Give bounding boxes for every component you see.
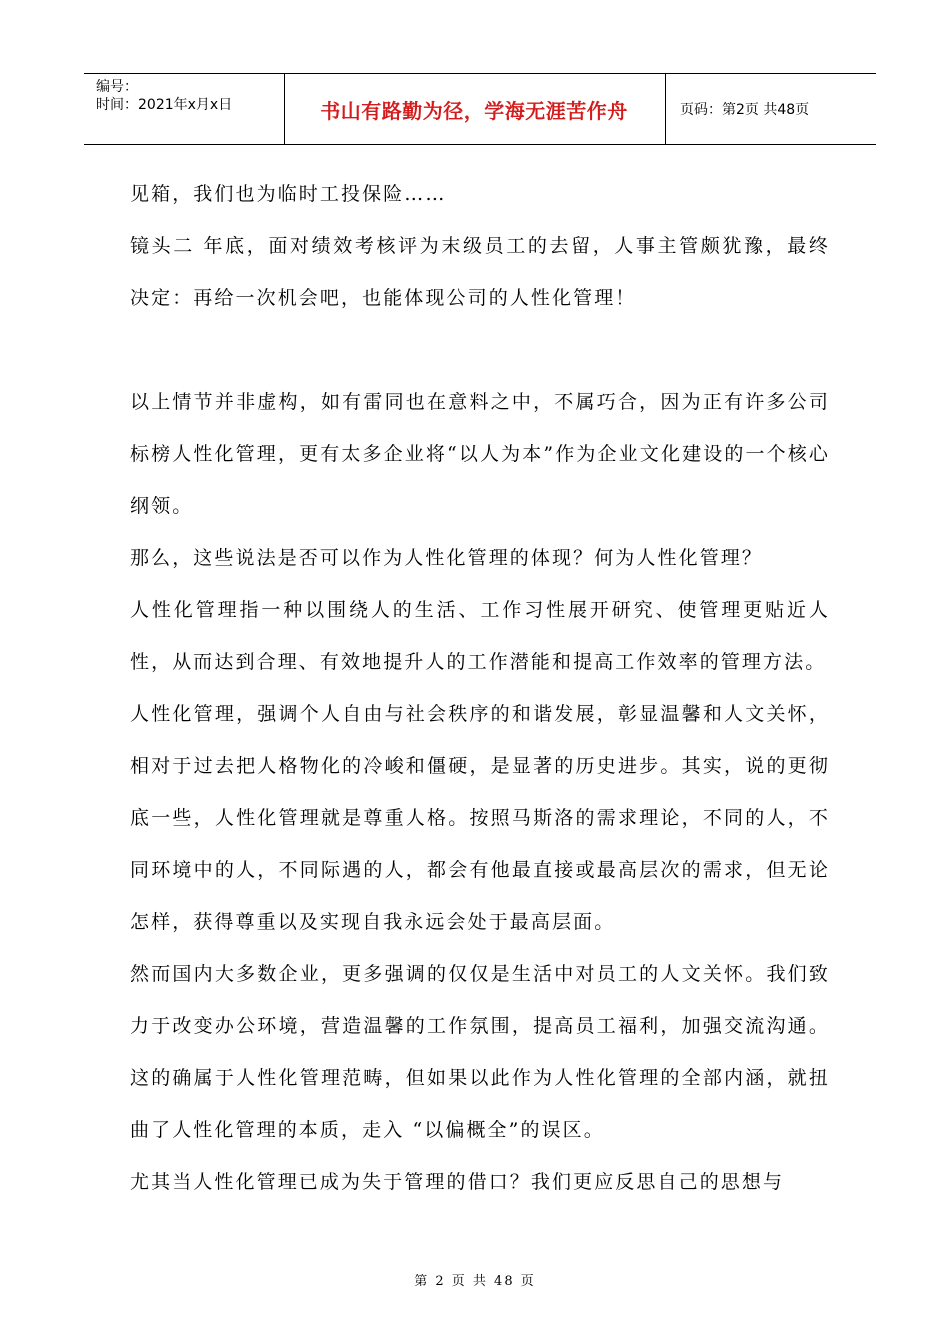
time-label: 时间：2021年x月x日 [96, 97, 233, 113]
paragraph: 人性化管理指一种以围绕人的生活、工作习性展开研究、使管理更贴近人性，从而达到合理、有效地提升人的工作潜能和提高工作效率的管理方法。 [130, 599, 830, 673]
number-label: 编号： [96, 79, 138, 95]
page-footer: 第 2 页 共 48 页 [414, 1274, 536, 1289]
document-body [130, 168, 830, 1208]
header-meta [84, 74, 284, 144]
paragraph: 尤其当人性化管理已成为失于管理的借口？我们更应反思自己的思想与 [130, 1171, 785, 1193]
page-header [84, 73, 876, 145]
header-page-code: 页码：第2页 共48页 [680, 102, 810, 118]
paragraph: 那么，这些说法是否可以作为人性化管理的体现？何为人性化管理？ [130, 547, 764, 569]
paragraph: 然而国内大多数企业，更多强调的仅仅是生活中对员工的人文关怀。我们致力于改变办公环境，营造温馨的工作氛围，提高员工福利，加强交流沟通。这的确属于人性化管理范畴，但如果以此作为人性化管理的全部内涵，就扭曲了人性化管理的本质，走入 “以偏概全”的误区。 [130, 963, 830, 1141]
paragraph: 以上情节并非虚构，如有雷同也在意料之中，不属巧合，因为正有许多公司标榜人性化管理，更有太多企业将“以人为本”作为企业文化建设的一个核心纲领。 [130, 391, 830, 517]
blank-paragraph [130, 324, 830, 376]
paragraph: 镜头二 年底，面对绩效考核评为末级员工的去留，人事主管颇犹豫，最终决定：再给一次机会吧，也能体现公司的人性化管理！ [130, 235, 830, 309]
header-motto: 书山有路勤为径，学海无涯苦作舟 [320, 98, 628, 123]
paragraph: 人性化管理，强调个人自由与社会秩序的和谐发展，彰显温馨和人文关怀，相对于过去把人格物化的冷峻和僵硬，是显著的历史进步。其实，说的更彻底一些，人性化管理就是尊重人格。按照马斯洛的需求理论，不同的人，不同环境中的人，不同际遇的人，都会有他最直接或最高层次的需求，但无论怎样，获得尊重以及实现自我永远会处于最高层面。 [130, 703, 830, 933]
paragraph: 见箱，我们也为临时工投保险…… [130, 183, 447, 205]
